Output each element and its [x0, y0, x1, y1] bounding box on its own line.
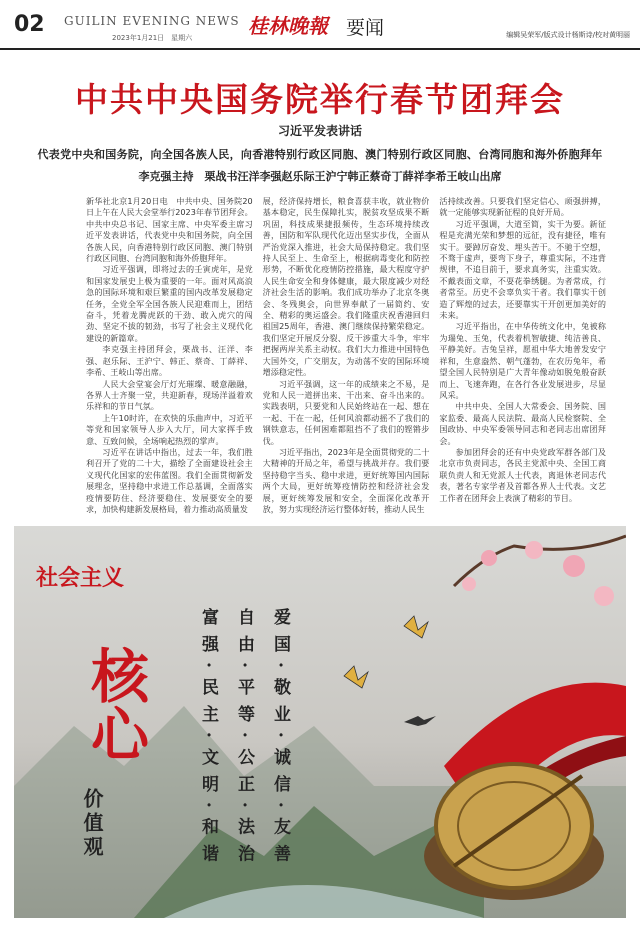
value-column-national: 富强·民主·文明·和谐 — [198, 608, 218, 872]
swallow-bird-icon — [404, 716, 436, 726]
paragraph: 习近平强调，大道至简，实干为要。新征程是充满光荣和梦想的远征，没有捷径，唯有实干。要踔厉奋发、埋头苦干。不驰于空想，不骛于虚声，要弯下身子，尊重实际，不违背规律，不追目前于，要求真务实，注重实效。不戴表面文章，不耍花拳绣腿。为者常成，行者常至。历史不会辜负实干者。我们靠实干创造了辉煌的过去，还要靠实干开创更加美好的未来。 — [439, 218, 607, 321]
paragraph: 新华社北京1月20日电 中共中央、国务院20日上午在人民大会堂举行2023年春节团拜会。中共中央总书记、国家主席、中央军委主席习近平发表讲话，代表党中央和国务院，向全国各族人民，向香港特别行政区同胞、澳门特别行政区同胞、台湾同胞和海外侨胞拜年。 — [86, 196, 253, 264]
paragraph: 习近平强调，即将过去的壬寅虎年，是党和国家发展史上极为重要的一年。面对风高浪急的国际环境和艰巨繁重的国内改革发展稳定任务，全党全军全国各族人民迎难而上，团结奋斗，凭着龙腾虎跃的干劲、敢入虎穴的闯劲、坚定不拔的韧劲，书写了社会主义现代化建设的新篇章。 — [86, 264, 253, 343]
article-column-2 — [263, 196, 430, 514]
article-deck: 代表党中央和国务院，向全国各族人民，向香港特别行政区同胞、澳门特别行政区同胞、台湾同胞和海外侨胞拜年 — [37, 148, 603, 161]
article-column-3 — [439, 196, 606, 514]
masthead — [0, 0, 640, 50]
plum-blossom — [563, 555, 585, 577]
butterfly-icon — [404, 616, 428, 638]
value-column-personal: 爱国·敬业·诚信·友善 — [270, 608, 290, 872]
article-headline: 中共中央国务院举行春节团拜会 — [75, 80, 565, 119]
poster-title-core: 核心 — [81, 646, 149, 762]
date-line: 2023年1月21日 星期六 — [112, 34, 193, 42]
poster-title-socialism — [36, 566, 146, 590]
paragraph: 习近平在讲话中指出，过去一年，我们胜利召开了党的二十大，描绘了全面建设社会主义现代化国家的宏伟蓝图。我们全面贯彻新发展理念，坚持稳中求进工作总基调，全面落实疫情要防住、经济要稳住、发展要安全的要求，加快构建新发展格局，着力推动高质量发 — [86, 446, 253, 514]
plum-blossom — [594, 586, 614, 606]
paragraph: 人民大会堂宴会厅灯光璀璨、暖意融融，各界人士齐聚一堂，共迎新春，现场洋溢着欢乐祥和的节日气氛。 — [86, 378, 253, 412]
paragraph: 活持续改善。只要我们坚定信心、顽强拼搏，就一定能够实现新征程的良好开局。 — [439, 196, 607, 218]
editor-credits: 编辑吴荣军/版式设计杨斯诗/校对黄明丽 — [506, 31, 630, 39]
article-body — [86, 196, 606, 514]
plum-blossom — [525, 541, 543, 559]
article-attendees: 李克强主持 栗战书汪洋李强赵乐际王沪宁韩正蔡奇丁薛祥李希王岐山出席 — [138, 170, 502, 183]
poster-title-values: 价值观 — [80, 788, 104, 860]
paragraph: 中共中央、全国人大常委会、国务院、国家监委、最高人民法院、最高人民检察院、全国政协、中央军委领导同志和老同志出席团拜会。 — [439, 401, 607, 446]
paragraph: 习近平强调，这一年的成绩来之不易，是党和人民一道拼出来、干出来、奋斗出来的。实践表明，只要党和人民始终站在一起、想在一起、干在一起，任何风浪都动摇不了我们的钢铁意志，任何困难都阻挡不了我们的铿锵步伐。 — [262, 378, 430, 446]
paper-name-english: GUILIN EVENING NEWS — [64, 14, 240, 28]
paragraph: 上午10时许，在欢快的乐曲声中，习近平等党和国家领导人步入大厅，同大家挥手致意、互致问候，全场响起热烈的掌声。 — [86, 412, 253, 446]
paragraph: 参加团拜会的还有中央党政军群各部门及北京市负责同志，各民主党派中央、全国工商联负责人和无党派人士代表，离退休老同志代表，著名专家学者及首都各界人士代表。文艺工作者在团拜会上表演了精彩的节目。 — [439, 446, 607, 503]
poster-title-socialism-text: 社会主义 — [36, 565, 125, 591]
article-subhead: 习近平发表讲话 — [277, 124, 362, 138]
paragraph: 习近平指出，2023年是全面贯彻党的二十大精神的开局之年，希望与挑战并存。我们要坚持稳字当头、稳中求进，更好统筹国内国际两个大局，更好统筹疫情防控和经济社会发展，更好统筹发展和安全，全面深化改革开放，努力实现经济运行整体好转，推动人民生 — [262, 446, 430, 514]
page-number: 02 — [14, 12, 45, 37]
article-column-1 — [86, 196, 253, 514]
paragraph: 展，经济保持增长，粮食喜获丰收，就业物价基本稳定，民生保障扎实，脱贫攻坚成果不断巩固，科技成果捷报频传，生态环境持续改善，国防和军队现代化迈出坚实步伐，全面从严治党深入推进，社会大局保持稳定。我们坚持人民至上、生命至上，根据病毒变化和防控形势，不断优化疫情防控措施，最大程度守护人民生命安全和身体健康，最大限度减少对经济社会生活的影响。我们成功举办了北京冬奥会、冬残奥会，向世界奉献了一届简约、安全、精彩的奥运盛会。我们隆重庆祝香港回归祖国25周年，香港、澳门继续保持繁荣稳定。我们坚定开展反分裂、反干涉重大斗争，牢牢把握两岸关系主动权。我们大力推进中国特色大国外交，广交朋友，为动荡不安的国际环境增添稳定性。 — [262, 196, 430, 378]
value-column-social: 自由·平等·公正·法治 — [234, 608, 254, 872]
paragraph: 习近平指出，在中华传统文化中，兔被称为瑞兔、玉兔，代表着机智敏捷、纯洁善良、平静美好。吉兔呈祥，愿祖中华大地普发安宁祥和，生意盎然、朝气蓬勃，在农历兔年，希望全国人民特别是广大青年像动如脱兔般奋跃而上、飞速奔跑，在各行各业发展进步，尽显风采。 — [439, 321, 607, 400]
core-values-poster — [14, 526, 626, 918]
paragraph: 李克强主持团拜会，栗战书、汪洋、李强、赵乐际、王沪宁、韩正、蔡奇、丁薛祥、李希、王岐山等出席。 — [86, 344, 253, 378]
section-title: 要闻 — [346, 17, 385, 39]
butterfly-icon — [344, 666, 368, 688]
plum-blossom — [462, 577, 476, 591]
plum-blossom — [481, 550, 497, 566]
paper-logo: 桂林晚報 — [248, 14, 328, 38]
